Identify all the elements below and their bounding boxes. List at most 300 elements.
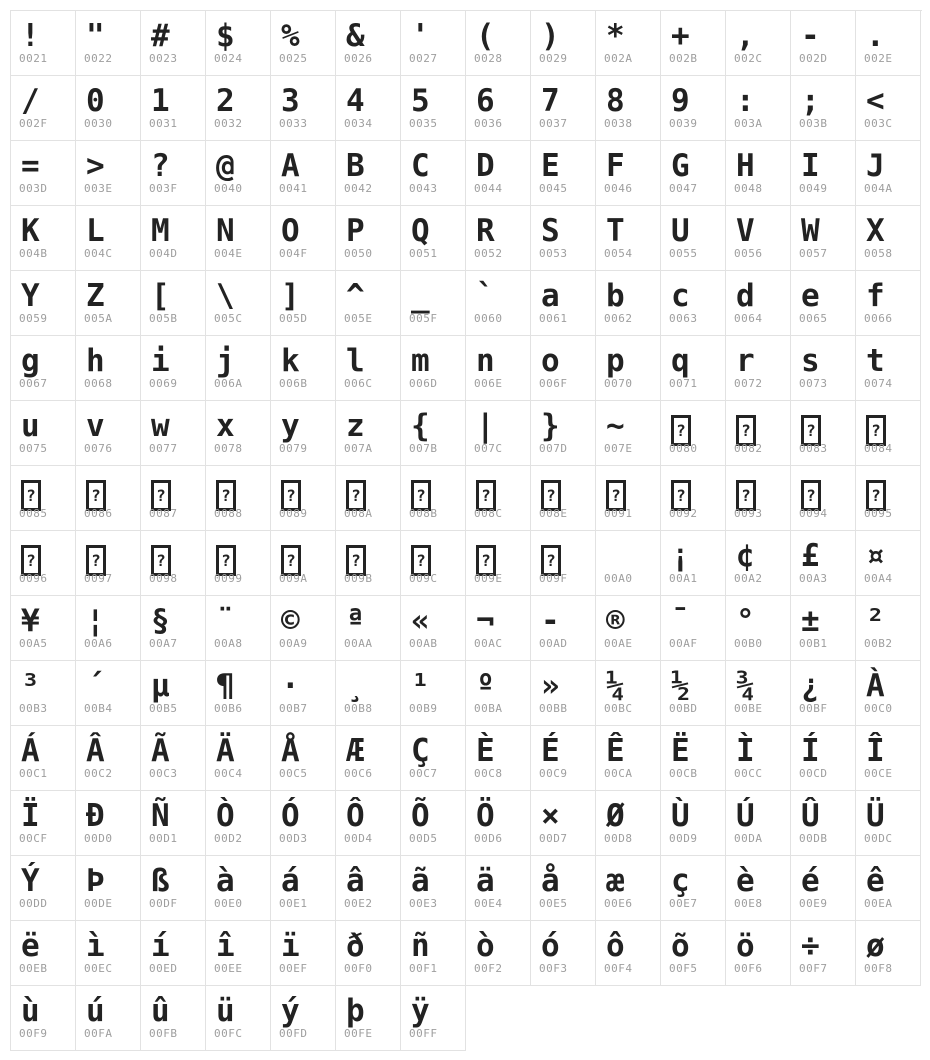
glyph: ú <box>86 993 105 1029</box>
glyph-cell <box>206 596 271 661</box>
notdef-glyph: ? <box>866 415 886 446</box>
glyph: 9 <box>671 83 690 119</box>
glyph-cell <box>401 141 466 206</box>
codepoint-label: 0029 <box>539 52 568 65</box>
glyph: Ý <box>21 863 40 899</box>
codepoint-label: 0022 <box>84 52 113 65</box>
codepoint-label: 004A <box>864 182 893 195</box>
glyph: è <box>736 863 755 899</box>
codepoint-label: 008C <box>474 507 503 520</box>
glyph <box>11 466 75 510</box>
codepoint-label: 00F2 <box>474 962 503 975</box>
codepoint-label: 007E <box>604 442 633 455</box>
glyph-cell <box>11 791 76 856</box>
glyph-cell <box>531 726 596 791</box>
glyph-cell <box>76 336 141 401</box>
codepoint-label: 00E2 <box>344 897 373 910</box>
codepoint-label: 0089 <box>279 507 308 520</box>
codepoint-label: 0099 <box>214 572 243 585</box>
codepoint-label: 0084 <box>864 442 893 455</box>
glyph: - <box>541 603 560 639</box>
glyph-cell <box>401 921 466 986</box>
glyph-cell <box>531 921 596 986</box>
glyph: ' <box>411 18 430 54</box>
codepoint-label: 003C <box>864 117 893 130</box>
glyph: O <box>281 213 300 249</box>
glyph: ; <box>801 83 820 119</box>
glyph-cell <box>11 336 76 401</box>
glyph: ä <box>476 863 495 899</box>
glyph: , <box>736 18 755 54</box>
notdef-glyph: ? <box>411 480 431 511</box>
codepoint-label: 00AF <box>669 637 698 650</box>
glyph: ¤ <box>866 538 885 574</box>
notdef-glyph: ? <box>346 545 366 576</box>
glyph-cell <box>726 466 791 531</box>
glyph-cell <box>11 271 76 336</box>
glyph-cell <box>791 76 856 141</box>
codepoint-label: 00B2 <box>864 637 893 650</box>
glyph: µ <box>151 668 170 704</box>
codepoint-label: 00D9 <box>669 832 698 845</box>
glyph-cell <box>206 11 271 76</box>
codepoint-label: 003F <box>149 182 178 195</box>
codepoint-label: 00CB <box>669 767 698 780</box>
codepoint-label: 00A8 <box>214 637 243 650</box>
glyph-cell <box>336 336 401 401</box>
glyph-cell <box>596 76 661 141</box>
glyph: ) <box>541 18 560 54</box>
codepoint-label: 0034 <box>344 117 373 130</box>
glyph: Ü <box>866 798 885 834</box>
codepoint-label: 00D2 <box>214 832 243 845</box>
glyph: ÿ <box>411 993 430 1029</box>
glyph: ã <box>411 863 430 899</box>
codepoint-label: 00BC <box>604 702 633 715</box>
glyph <box>141 466 205 510</box>
glyph: Ï <box>21 798 40 834</box>
glyph: ó <box>541 928 560 964</box>
codepoint-label: 0064 <box>734 312 763 325</box>
codepoint-label: 009C <box>409 572 438 585</box>
glyph-cell <box>791 726 856 791</box>
glyph-cell <box>596 921 661 986</box>
glyph-cell <box>11 76 76 141</box>
glyph: ( <box>476 18 495 54</box>
codepoint-label: 00FC <box>214 1027 243 1040</box>
glyph-cell <box>76 856 141 921</box>
glyph-cell <box>531 206 596 271</box>
glyph-cell <box>791 921 856 986</box>
codepoint-label: 00F1 <box>409 962 438 975</box>
glyph-cell <box>531 661 596 726</box>
glyph-cell <box>596 726 661 791</box>
glyph: X <box>866 213 885 249</box>
glyph-cell <box>11 921 76 986</box>
glyph: ª <box>346 603 365 639</box>
glyph: 4 <box>346 83 365 119</box>
glyph-cell <box>11 661 76 726</box>
glyph-cell <box>401 11 466 76</box>
codepoint-label: 0073 <box>799 377 828 390</box>
glyph: ë <box>21 928 40 964</box>
glyph: ¢ <box>736 538 755 574</box>
character-map-grid <box>10 10 922 1051</box>
glyph: ~ <box>606 408 625 444</box>
codepoint-label: 00C2 <box>84 767 113 780</box>
codepoint-label: 00D4 <box>344 832 373 845</box>
glyph-cell <box>11 401 76 466</box>
glyph-cell <box>726 11 791 76</box>
glyph: " <box>86 18 105 54</box>
glyph-cell <box>726 921 791 986</box>
notdef-glyph: ? <box>736 415 756 446</box>
notdef-glyph: ? <box>866 480 886 511</box>
glyph-cell <box>271 986 336 1051</box>
glyph: Ù <box>671 798 690 834</box>
codepoint-label: 00C3 <box>149 767 178 780</box>
codepoint-label: 003B <box>799 117 828 130</box>
glyph: Ò <box>216 798 235 834</box>
codepoint-label: 00CD <box>799 767 828 780</box>
codepoint-label: 00E4 <box>474 897 503 910</box>
codepoint-label: 00B3 <box>19 702 48 715</box>
glyph-cell <box>856 206 921 271</box>
glyph-cell <box>206 986 271 1051</box>
codepoint-label: 00F9 <box>19 1027 48 1040</box>
glyph: æ <box>606 863 625 899</box>
codepoint-label: 002F <box>19 117 48 130</box>
glyph: í <box>151 928 170 964</box>
glyph <box>271 466 335 510</box>
codepoint-label: 009F <box>539 572 568 585</box>
codepoint-label: 0085 <box>19 507 48 520</box>
glyph-cell <box>791 856 856 921</box>
glyph-cell <box>401 726 466 791</box>
glyph-cell <box>141 986 206 1051</box>
glyph-cell <box>596 791 661 856</box>
codepoint-label: 0030 <box>84 117 113 130</box>
glyph-cell <box>336 401 401 466</box>
glyph: ? <box>151 148 170 184</box>
notdef-glyph: ? <box>671 415 691 446</box>
glyph: Ø <box>606 798 625 834</box>
glyph-cell <box>76 921 141 986</box>
glyph: Î <box>866 733 885 769</box>
glyph-cell <box>271 336 336 401</box>
notdef-glyph: ? <box>801 480 821 511</box>
glyph: Ú <box>736 798 755 834</box>
glyph-cell <box>661 596 726 661</box>
glyph-cell <box>726 141 791 206</box>
glyph-cell <box>856 661 921 726</box>
glyph: - <box>801 18 820 54</box>
codepoint-label: 00B0 <box>734 637 763 650</box>
glyph-cell <box>141 856 206 921</box>
glyph-cell <box>336 531 401 596</box>
glyph-cell <box>466 596 531 661</box>
codepoint-label: 00BD <box>669 702 698 715</box>
glyph: W <box>801 213 820 249</box>
glyph: ß <box>151 863 170 899</box>
glyph-cell <box>336 466 401 531</box>
glyph: < <box>866 83 885 119</box>
glyph-cell <box>466 336 531 401</box>
glyph: w <box>151 408 170 444</box>
glyph <box>401 531 465 575</box>
glyph-cell <box>271 791 336 856</box>
glyph-cell <box>141 466 206 531</box>
glyph: ³ <box>21 668 40 704</box>
glyph-cell <box>141 921 206 986</box>
glyph-cell <box>76 596 141 661</box>
glyph: / <box>21 83 40 119</box>
codepoint-label: 0026 <box>344 52 373 65</box>
glyph: c <box>671 278 690 314</box>
codepoint-label: 00B9 <box>409 702 438 715</box>
codepoint-label: 00A7 <box>149 637 178 650</box>
codepoint-label: 006B <box>279 377 308 390</box>
glyph: v <box>86 408 105 444</box>
codepoint-label: 006C <box>344 377 373 390</box>
glyph-cell <box>726 76 791 141</box>
glyph: È <box>476 733 495 769</box>
glyph: É <box>541 733 560 769</box>
codepoint-label: 0050 <box>344 247 373 260</box>
codepoint-label: 004F <box>279 247 308 260</box>
glyph-cell <box>661 271 726 336</box>
glyph: × <box>541 798 560 834</box>
glyph: u <box>21 408 40 444</box>
codepoint-label: 00AE <box>604 637 633 650</box>
glyph-cell <box>596 596 661 661</box>
codepoint-label: 0082 <box>734 442 763 455</box>
glyph-cell <box>466 466 531 531</box>
glyph-cell <box>531 791 596 856</box>
glyph: Ì <box>736 733 755 769</box>
glyph-cell <box>791 11 856 76</box>
glyph: 2 <box>216 83 235 119</box>
notdef-glyph: ? <box>476 480 496 511</box>
glyph-cell <box>401 271 466 336</box>
glyph-cell <box>336 76 401 141</box>
glyph-cell <box>336 271 401 336</box>
codepoint-label: 00AB <box>409 637 438 650</box>
codepoint-label: 003D <box>19 182 48 195</box>
glyph: ¶ <box>216 668 235 704</box>
glyph-cell <box>271 76 336 141</box>
codepoint-label: 00A5 <box>19 637 48 650</box>
glyph <box>336 531 400 575</box>
codepoint-label: 0077 <box>149 442 178 455</box>
glyph-cell <box>76 76 141 141</box>
notdef-glyph: ? <box>346 480 366 511</box>
glyph: 3 <box>281 83 300 119</box>
codepoint-label: 0042 <box>344 182 373 195</box>
notdef-glyph: ? <box>216 545 236 576</box>
glyph: & <box>346 18 365 54</box>
notdef-glyph: ? <box>411 545 431 576</box>
glyph-cell <box>661 791 726 856</box>
codepoint-label: 00E1 <box>279 897 308 910</box>
notdef-glyph: ? <box>86 545 106 576</box>
codepoint-label: 00A6 <box>84 637 113 650</box>
notdef-glyph: ? <box>216 480 236 511</box>
glyph-cell <box>76 466 141 531</box>
codepoint-label: 002C <box>734 52 763 65</box>
glyph: Ö <box>476 798 495 834</box>
glyph: á <box>281 863 300 899</box>
codepoint-label: 00CE <box>864 767 893 780</box>
glyph: U <box>671 213 690 249</box>
codepoint-label: 00D0 <box>84 832 113 845</box>
codepoint-label: 005C <box>214 312 243 325</box>
glyph: Ð <box>86 798 105 834</box>
glyph <box>856 401 920 445</box>
glyph-cell <box>791 206 856 271</box>
glyph <box>726 401 790 445</box>
codepoint-label: 0058 <box>864 247 893 260</box>
glyph-cell <box>206 661 271 726</box>
glyph: $ <box>216 18 235 54</box>
glyph: Ô <box>346 798 365 834</box>
codepoint-label: 00F3 <box>539 962 568 975</box>
glyph: ] <box>281 278 300 314</box>
glyph <box>271 531 335 575</box>
glyph: · <box>281 668 300 704</box>
glyph: E <box>541 148 560 184</box>
glyph-cell <box>596 141 661 206</box>
glyph: A <box>281 148 300 184</box>
codepoint-label: 0052 <box>474 247 503 260</box>
codepoint-label: 00B7 <box>279 702 308 715</box>
codepoint-label: 0032 <box>214 117 243 130</box>
glyph: » <box>541 668 560 704</box>
codepoint-label: 005F <box>409 312 438 325</box>
codepoint-label: 0023 <box>149 52 178 65</box>
codepoint-label: 0037 <box>539 117 568 130</box>
glyph: H <box>736 148 755 184</box>
codepoint-label: 00FD <box>279 1027 308 1040</box>
glyph <box>596 466 660 510</box>
glyph-cell <box>531 141 596 206</box>
glyph <box>76 466 140 510</box>
glyph-cell <box>336 921 401 986</box>
glyph-cell <box>596 11 661 76</box>
glyph: å <box>541 863 560 899</box>
codepoint-label: 0055 <box>669 247 698 260</box>
codepoint-label: 00F0 <box>344 962 373 975</box>
codepoint-label: 00FE <box>344 1027 373 1040</box>
codepoint-label: 004B <box>19 247 48 260</box>
glyph-cell <box>11 11 76 76</box>
glyph: j <box>216 343 235 379</box>
codepoint-label: 00AD <box>539 637 568 650</box>
glyph <box>76 531 140 575</box>
glyph: > <box>86 148 105 184</box>
codepoint-label: 0047 <box>669 182 698 195</box>
glyph-cell <box>726 726 791 791</box>
codepoint-label: 0078 <box>214 442 243 455</box>
glyph: J <box>866 148 885 184</box>
glyph-cell <box>271 856 336 921</box>
glyph-cell <box>336 791 401 856</box>
glyph: b <box>606 278 625 314</box>
glyph-cell <box>336 986 401 1051</box>
codepoint-label: 00D5 <box>409 832 438 845</box>
glyph <box>531 466 595 510</box>
glyph: Å <box>281 733 300 769</box>
codepoint-label: 00B5 <box>149 702 178 715</box>
glyph-cell <box>141 76 206 141</box>
glyph-cell <box>401 336 466 401</box>
glyph: ´ <box>86 668 105 704</box>
glyph: ! <box>21 18 40 54</box>
glyph: ö <box>736 928 755 964</box>
glyph-cell <box>466 141 531 206</box>
codepoint-label: 0025 <box>279 52 308 65</box>
codepoint-label: 0027 <box>409 52 438 65</box>
glyph: © <box>281 603 300 639</box>
glyph-cell <box>271 11 336 76</box>
glyph <box>791 466 855 510</box>
codepoint-label: 0091 <box>604 507 633 520</box>
glyph-cell <box>596 661 661 726</box>
glyph: # <box>151 18 170 54</box>
glyph-cell <box>206 141 271 206</box>
glyph: B <box>346 148 365 184</box>
glyph: û <box>151 993 170 1029</box>
glyph: Ñ <box>151 798 170 834</box>
glyph: k <box>281 343 300 379</box>
glyph-cell <box>791 596 856 661</box>
glyph: z <box>346 408 365 444</box>
codepoint-label: 0076 <box>84 442 113 455</box>
codepoint-label: 008B <box>409 507 438 520</box>
glyph: * <box>606 18 625 54</box>
glyph-cell <box>271 466 336 531</box>
glyph-cell <box>726 856 791 921</box>
glyph: ¹ <box>411 668 430 704</box>
codepoint-label: 0035 <box>409 117 438 130</box>
codepoint-label: 00D8 <box>604 832 633 845</box>
glyph-cell <box>76 271 141 336</box>
glyph: F <box>606 148 625 184</box>
glyph-cell <box>336 661 401 726</box>
glyph-cell <box>596 271 661 336</box>
glyph: + <box>671 18 690 54</box>
glyph-cell <box>11 466 76 531</box>
glyph <box>661 401 725 445</box>
glyph-cell <box>76 791 141 856</box>
codepoint-label: 002D <box>799 52 828 65</box>
glyph <box>401 466 465 510</box>
codepoint-label: 0096 <box>19 572 48 585</box>
glyph-cell <box>466 401 531 466</box>
glyph: C <box>411 148 430 184</box>
glyph: £ <box>801 538 820 574</box>
glyph-cell <box>856 466 921 531</box>
codepoint-label: 00E7 <box>669 897 698 910</box>
codepoint-label: 008E <box>539 507 568 520</box>
glyph: ÷ <box>801 928 820 964</box>
glyph-cell <box>401 856 466 921</box>
glyph-cell <box>401 596 466 661</box>
glyph: ø <box>866 928 885 964</box>
codepoint-label: 0043 <box>409 182 438 195</box>
codepoint-label: 0093 <box>734 507 763 520</box>
glyph <box>206 531 270 575</box>
